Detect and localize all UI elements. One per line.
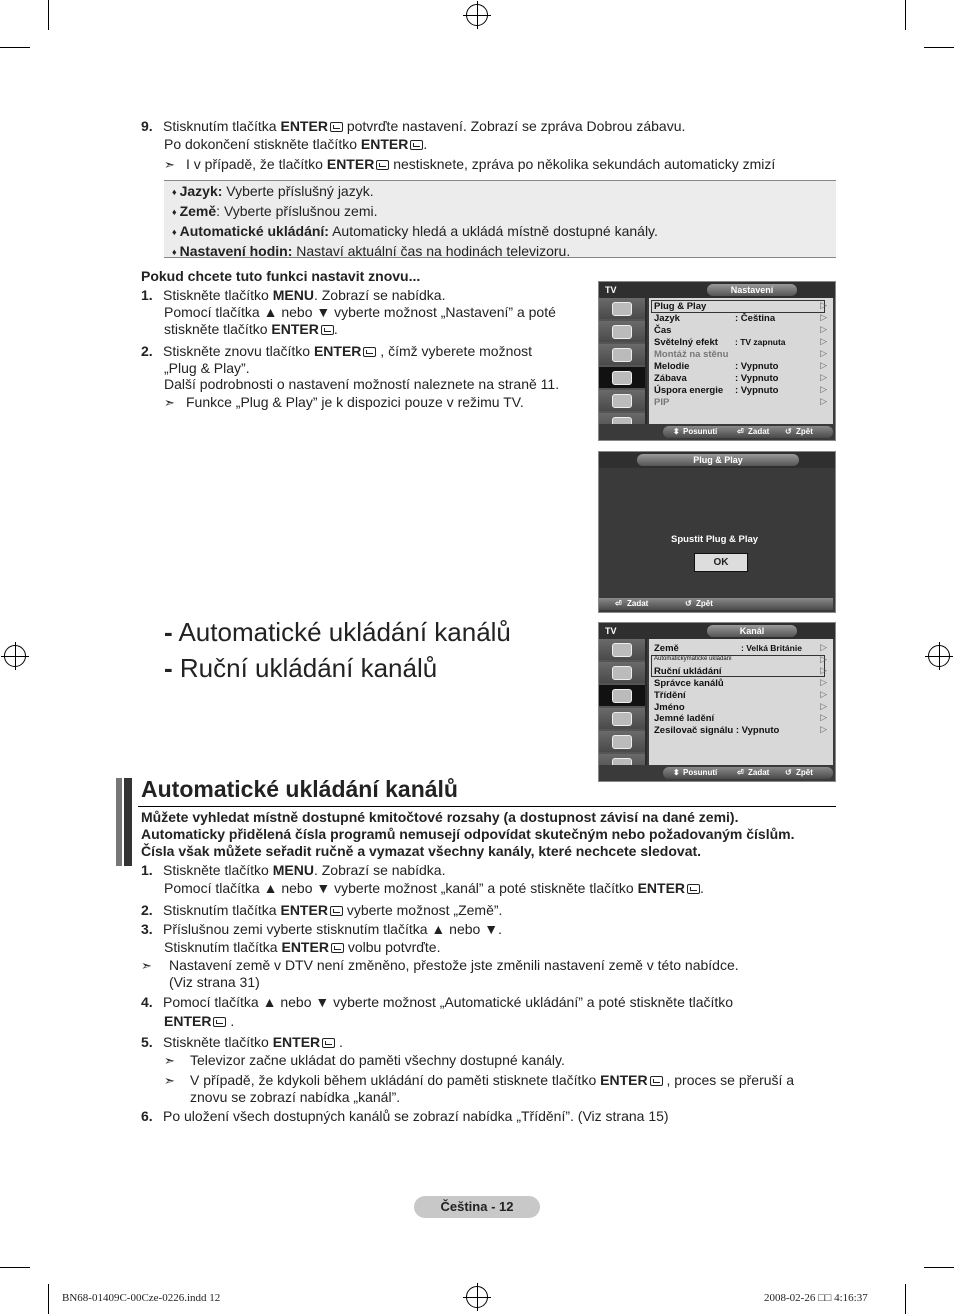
crop-mark bbox=[905, 1284, 906, 1314]
setup-icon[interactable] bbox=[599, 367, 645, 390]
enter-icon: ⏎ bbox=[737, 768, 744, 777]
submenu-arrow-icon: ▷ bbox=[820, 324, 827, 334]
registration-mark-icon bbox=[466, 1286, 488, 1308]
note-arrow-icon: ➣ bbox=[164, 1073, 175, 1088]
info-box bbox=[164, 180, 836, 258]
submenu-arrow-icon: ▷ bbox=[820, 677, 827, 687]
enter-icon bbox=[410, 140, 423, 150]
step-5-note: ➣ Televizor začne ukládat do paměti všechny dostupné kanály. bbox=[164, 1052, 565, 1068]
submenu-arrow-icon: ▷ bbox=[820, 300, 827, 310]
crop-mark bbox=[48, 1284, 49, 1314]
menu-title: Kanál bbox=[707, 625, 797, 637]
channel-icon[interactable] bbox=[599, 344, 645, 367]
submenu-arrow-icon: ▷ bbox=[820, 336, 827, 346]
menu-panel bbox=[601, 468, 833, 596]
submenu-arrow-icon: ▷ bbox=[820, 348, 827, 358]
step-1-line2: Pomocí tlačítka ▲ nebo ▼ vyberte možnost „kanál” a poté stiskněte tlačítko ENTER . bbox=[164, 880, 704, 896]
step-5-note2: ➣ V případě, že kdykoli během ukládání do paměti stisknete tlačítko ENTER , proces se přeruší a bbox=[164, 1072, 795, 1088]
menu-item[interactable]: Země bbox=[654, 643, 679, 654]
submenu-arrow-icon: ▷ bbox=[820, 724, 827, 734]
enter-icon bbox=[376, 160, 389, 170]
step-3: 3. Příslušnou zemi vyberte stisknutím tlačítka ▲ nebo ▼. bbox=[141, 921, 502, 937]
return-icon: ↺ bbox=[785, 768, 792, 777]
menu-item[interactable]: PIP bbox=[654, 397, 670, 408]
submenu-arrow-icon: ▷ bbox=[820, 712, 827, 722]
step-5: 5. Stiskněte tlačítko ENTER . bbox=[141, 1034, 343, 1050]
menu-item[interactable]: Jméno bbox=[654, 702, 685, 713]
menu-item-value: : Vypnuto bbox=[735, 361, 779, 372]
menu-item-value: : TV zapnuta bbox=[735, 337, 786, 347]
menu-item[interactable]: Světelný efekt bbox=[654, 337, 718, 348]
menu-item[interactable]: Automatickýmatické ukládání bbox=[654, 656, 732, 662]
enter-icon: ⏎ bbox=[615, 599, 622, 608]
crop-mark bbox=[924, 47, 954, 48]
ok-button[interactable]: OK bbox=[694, 553, 748, 572]
step-6: 6. Po uložení všech dostupných kanálů se zobrazí nabídka „Třídění”. (Viz strana 15) bbox=[141, 1108, 669, 1124]
diamond-icon: ♦ bbox=[172, 187, 177, 197]
file-info: BN68-01409C-00Cze-0226.indd 12 bbox=[62, 1292, 221, 1304]
step-9-line2: Po dokončení stiskněte tlačítko ENTER . bbox=[164, 136, 428, 152]
enter-icon: ⏎ bbox=[737, 427, 744, 436]
tv-menu-channel bbox=[598, 622, 836, 782]
menu-item[interactable]: Jemné ladění bbox=[654, 713, 715, 724]
menu-header: TV Nastavení bbox=[599, 282, 835, 298]
submenu-arrow-icon: ▷ bbox=[820, 689, 827, 699]
menu-title: Plug & Play bbox=[637, 454, 799, 466]
menu-sidebar bbox=[599, 639, 647, 777]
submenu-arrow-icon: ▷ bbox=[820, 360, 827, 370]
repeat-step-2-line2: „Plug & Play”. bbox=[164, 360, 250, 376]
note-arrow-icon: ➣ bbox=[164, 157, 175, 172]
submenu-arrow-icon: ▷ bbox=[820, 701, 827, 711]
info-item: ♦ Automatické ukládání: Automaticky hledá a ukládá místně dostupné kanály. bbox=[172, 223, 658, 239]
diamond-icon: ♦ bbox=[172, 207, 177, 217]
enter-icon bbox=[330, 122, 343, 132]
intro-line: Můžete vyhledat místně dostupné kmitočtové rozsahy (a dostupnost závisí na dané zemi). bbox=[141, 809, 739, 825]
step-9-note: ➣ I v případě, že tlačítko ENTER nestisknete, zpráva po několika sekundách automaticky zmizí bbox=[164, 156, 776, 172]
crop-mark bbox=[905, 0, 906, 30]
side-bar-decoration bbox=[124, 778, 132, 866]
step-5-note2-line2: znovu se zobrazí nabídka „kanál”. bbox=[190, 1089, 401, 1105]
tv-menu-plug-and-play bbox=[598, 451, 836, 613]
print-date: 2008-02-26 □□ 4:16:37 bbox=[764, 1292, 868, 1304]
picture-icon[interactable] bbox=[599, 298, 645, 321]
menu-item-value: : Čeština bbox=[735, 313, 776, 324]
diamond-icon: ♦ bbox=[172, 247, 177, 257]
enter-icon bbox=[363, 347, 376, 357]
submenu-arrow-icon: ▷ bbox=[820, 384, 827, 394]
move-icon: ⬍ bbox=[673, 427, 680, 436]
setup-icon[interactable] bbox=[599, 708, 645, 731]
sound-icon[interactable] bbox=[599, 321, 645, 344]
move-icon: ⬍ bbox=[673, 768, 680, 777]
menu-panel bbox=[649, 298, 833, 424]
menu-title: Nastavení bbox=[707, 284, 797, 296]
submenu-arrow-icon: ▷ bbox=[820, 665, 827, 675]
step-4-line2: ENTER . bbox=[164, 1013, 235, 1029]
sound-icon[interactable] bbox=[599, 662, 645, 685]
registration-mark-icon bbox=[466, 4, 488, 26]
input-icon[interactable] bbox=[599, 390, 645, 413]
repeat-heading: Pokud chcete tuto funkci nastavit znovu... bbox=[141, 268, 421, 284]
info-item: ♦ Jazyk: Vyberte příslušný jazyk. bbox=[172, 183, 374, 199]
step-3-note-line2: (Viz strana 31) bbox=[169, 974, 260, 990]
step-3-note: ➣ Nastavení země v DTV není změněno, přestože jste změnili nastavení země v této nabídce. bbox=[141, 957, 739, 973]
menu-item-value: : Velká Británie bbox=[741, 643, 802, 653]
step-9: 9. Stisknutím tlačítka ENTER potvrďte nastavení. Zobrazí se zpráva Dobrou zábavu. bbox=[141, 118, 686, 134]
enter-icon bbox=[331, 943, 344, 953]
repeat-step-2: 2. Stiskněte znovu tlačítko ENTER , čímž vyberete možnost bbox=[141, 343, 533, 359]
picture-icon[interactable] bbox=[599, 639, 645, 662]
menu-item[interactable]: Správce kanálů bbox=[654, 678, 724, 689]
submenu-arrow-icon: ▷ bbox=[820, 642, 827, 652]
repeat-step-2-line3: Další podrobnosti o nastavení možností naleznete na straně 11. bbox=[164, 376, 560, 392]
step-3-line2: Stisknutím tlačítka ENTER volbu potvrďte. bbox=[164, 939, 441, 955]
menu-sidebar bbox=[599, 298, 647, 436]
step-4: 4. Pomocí tlačítka ▲ nebo ▼ vyberte možnost „Automatické ukládání” a poté stiskněte tlačítko bbox=[141, 994, 734, 1010]
side-bar-decoration bbox=[116, 778, 122, 866]
section-title-manual-store: - Ruční ukládání kanálů bbox=[164, 653, 438, 683]
enter-icon bbox=[330, 906, 343, 916]
menu-item[interactable]: Zesilovač signálu : Vypnuto bbox=[654, 725, 780, 736]
menu-item[interactable]: Melodie bbox=[654, 361, 690, 372]
menu-item[interactable]: Úspora energie bbox=[654, 385, 724, 396]
note-arrow-icon: ➣ bbox=[141, 958, 152, 973]
menu-item[interactable]: Plug & Play bbox=[654, 301, 707, 312]
repeat-note: ➣ Funkce „Plug & Play” je k dispozici pouze v režimu TV. bbox=[164, 394, 524, 410]
menu-footer: ⬍ Posunutí ⏎ Zadat ↺ Zpět bbox=[599, 765, 835, 781]
page-number-badge: Čeština - 12 bbox=[414, 1196, 540, 1218]
menu-item-value: : Vypnuto bbox=[735, 373, 779, 384]
input-icon[interactable] bbox=[599, 731, 645, 754]
crop-mark bbox=[48, 0, 49, 30]
section-heading: Automatické ukládání kanálů bbox=[141, 776, 458, 802]
repeat-step-1: 1. Stiskněte tlačítko MENU. Zobrazí se nabídka. bbox=[141, 287, 446, 303]
crop-mark bbox=[0, 47, 30, 48]
menu-footer: ⏎ Zadat ↺ Zpět bbox=[599, 596, 835, 612]
info-item: ♦ Země: Vyberte příslušnou zemi. bbox=[172, 203, 378, 219]
menu-item-value: : Vypnuto bbox=[735, 385, 779, 396]
menu-item[interactable]: Třídění bbox=[654, 690, 686, 701]
return-icon: ↺ bbox=[685, 599, 692, 608]
info-item: ♦ Nastavení hodin: Nastaví aktuální čas na hodinách televizoru. bbox=[172, 243, 571, 259]
menu-panel bbox=[649, 639, 833, 765]
heading-underline bbox=[138, 806, 836, 807]
channel-icon[interactable] bbox=[599, 685, 645, 708]
menu-footer: ⬍ Posunutí ⏎ Zadat ↺ Zpět bbox=[599, 424, 835, 440]
intro-line: Čísla však můžete seřadit ručně a vymazat všechny kanály, které nechcete sledovat. bbox=[141, 843, 702, 859]
menu-item[interactable]: Montáž na stěnu bbox=[654, 349, 729, 360]
step-1: 1. Stiskněte tlačítko MENU. Zobrazí se nabídka. bbox=[141, 862, 446, 878]
note-arrow-icon: ➣ bbox=[164, 1053, 175, 1068]
menu-item[interactable]: Ruční ukládání bbox=[654, 666, 722, 677]
tv-menu-settings bbox=[598, 281, 836, 441]
diamond-icon: ♦ bbox=[172, 227, 177, 237]
registration-mark-icon bbox=[928, 645, 950, 667]
submenu-arrow-icon: ▷ bbox=[820, 396, 827, 406]
step-2: 2. Stisknutím tlačítka ENTER vyberte možnost „Země”. bbox=[141, 902, 503, 918]
repeat-step-1-line3: stiskněte tlačítko ENTER . bbox=[164, 321, 338, 337]
menu-item[interactable]: Zábava bbox=[654, 373, 687, 384]
submenu-arrow-icon: ▷ bbox=[820, 312, 827, 322]
menu-header bbox=[599, 452, 835, 468]
registration-mark-icon bbox=[4, 645, 26, 667]
enter-icon bbox=[213, 1017, 226, 1027]
submenu-arrow-icon: ▷ bbox=[820, 372, 827, 382]
enter-icon bbox=[687, 884, 700, 894]
section-title-auto-store: - Automatické ukládání kanálů bbox=[164, 617, 511, 647]
enter-icon bbox=[321, 325, 334, 335]
crop-mark bbox=[0, 1267, 30, 1268]
crop-mark bbox=[924, 1267, 954, 1268]
submenu-arrow-icon: ▷ bbox=[820, 654, 827, 664]
dialog-text: Spustit Plug & Play bbox=[671, 534, 759, 545]
menu-item[interactable]: Jazyk bbox=[654, 313, 680, 324]
enter-icon bbox=[322, 1038, 335, 1048]
menu-item[interactable]: Čas bbox=[654, 325, 672, 336]
return-icon: ↺ bbox=[785, 427, 792, 436]
note-arrow-icon: ➣ bbox=[164, 395, 175, 410]
repeat-step-1-line2: Pomocí tlačítka ▲ nebo ▼ vyberte možnost „Nastavení” a poté bbox=[164, 304, 556, 320]
enter-icon bbox=[650, 1076, 663, 1086]
menu-header: TV Kanál bbox=[599, 623, 835, 639]
intro-line: Automaticky přidělená čísla programů nemusejí odpovídat skutečným nebo požadovaným číslům. bbox=[141, 826, 795, 842]
